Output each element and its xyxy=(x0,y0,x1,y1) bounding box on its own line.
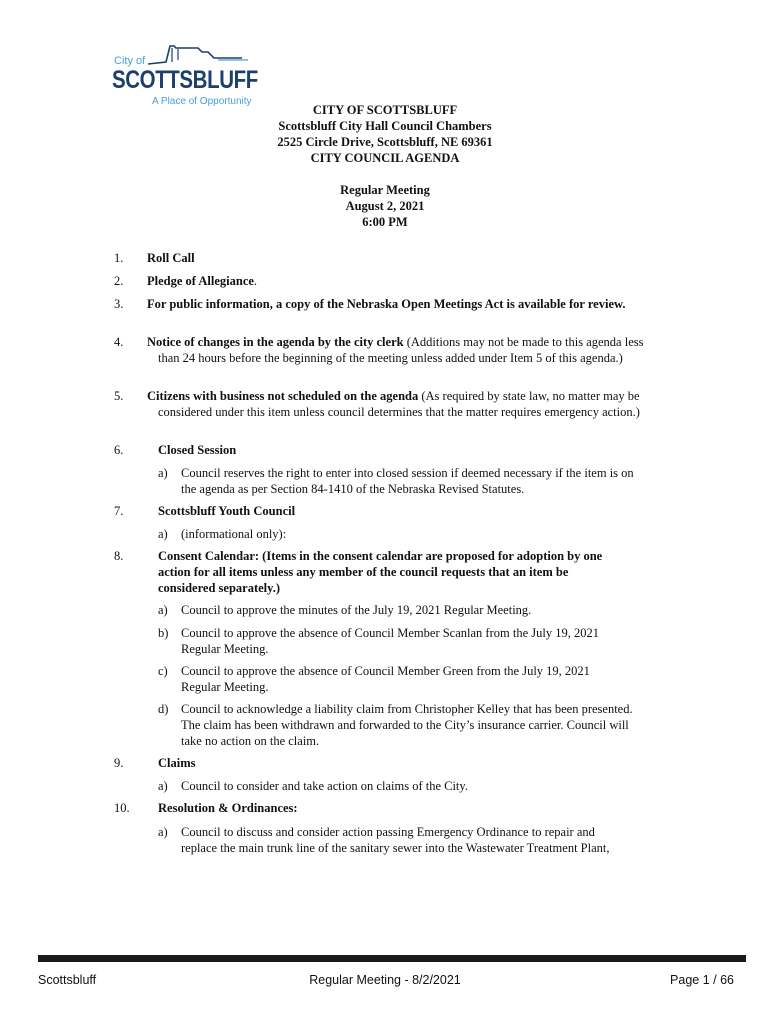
item-text: (As required by state law, no matter may be considered under this item unless council determines that the matter requires emergency action.) xyxy=(158,389,640,419)
sub-item-letter: a) xyxy=(158,466,168,480)
item-title: Resolution & Ordinances: xyxy=(158,801,298,815)
sub-item-letter: d) xyxy=(158,702,169,716)
sub-item-letter: a) xyxy=(158,527,168,541)
item-number: 2. xyxy=(114,274,124,288)
city-logo xyxy=(108,42,258,110)
sub-item-text: Council to discuss and consider action passing Emergency Ordinance to repair and replace the main trunk line of the sanitary sewer into the Wastewater Treatment Plant, xyxy=(181,825,610,855)
item-title: Roll Call xyxy=(147,251,195,265)
sub-item-text: (informational only): xyxy=(181,527,287,541)
item-title: Claims xyxy=(158,756,196,770)
item-number: 6. xyxy=(114,443,124,457)
sub-item-text: Council to approve the minutes of the July 19, 2021 Regular Meeting. xyxy=(181,603,532,617)
sub-item-text: Council to consider and take action on claims of the City. xyxy=(181,779,468,793)
sub-item-text: Council reserves the right to enter into closed session if deemed necessary if the item is on the agenda as per Section 84-1410 of the Nebraska Revised Statutes. xyxy=(181,466,634,496)
item-number: 5. xyxy=(114,389,124,403)
item-text: . xyxy=(253,274,258,288)
item-number: 7. xyxy=(114,504,124,518)
meeting-time: 6:00 PM xyxy=(362,215,408,229)
header-title: CITY COUNCIL AGENDA xyxy=(310,151,460,165)
meeting-type: Regular Meeting xyxy=(340,183,430,197)
agenda-header xyxy=(0,102,770,166)
footer-center: Regular Meeting - 8/2/2021 xyxy=(309,973,461,987)
footer-page-number: Page 1 / 66 xyxy=(670,973,734,987)
item-title: Scottsbluff Youth Council xyxy=(158,504,296,518)
item-number: 10. xyxy=(114,801,130,815)
sub-item-text: Council to acknowledge a liability claim from Christopher Kelley that has been presented. The claim has been withdrawn and forwarded to the City’s insurance carrier. Council will take no action on the claim. xyxy=(181,702,633,748)
sub-item-letter: c) xyxy=(158,664,168,678)
footer-left: Scottsbluff xyxy=(38,973,97,987)
header-city: CITY OF SCOTTSBLUFF xyxy=(312,103,458,117)
sub-item-text: Council to approve the absence of Council Member Green from the July 19, 2021 Regular Meeting. xyxy=(181,664,590,694)
item-title: Notice of changes in the agenda by the city clerk xyxy=(147,335,404,349)
item-title: Citizens with business not scheduled on the agenda xyxy=(147,389,419,403)
header-address: 2525 Circle Drive, Scottsbluff, NE 69361 xyxy=(277,135,493,149)
item-title: Pledge of Allegiance xyxy=(147,274,254,288)
meeting-date: August 2, 2021 xyxy=(345,199,425,213)
sub-item-text: Council to approve the absence of Council Member Scanlan from the July 19, 2021 Regular Meeting. xyxy=(181,626,599,656)
sub-item-letter: a) xyxy=(158,825,168,839)
item-number: 8. xyxy=(114,549,124,563)
item-title: Closed Session xyxy=(158,443,237,457)
item-number: 4. xyxy=(114,335,124,349)
logo-city-of: City of xyxy=(114,55,146,67)
item-number: 3. xyxy=(114,297,124,311)
header-chambers: Scottsbluff City Hall Council Chambers xyxy=(278,119,492,133)
item-title: For public information, a copy of the Nebraska Open Meetings Act is available for review. xyxy=(147,297,626,311)
item-number: 9. xyxy=(114,756,124,770)
item-number: 1. xyxy=(114,251,124,265)
sub-item-letter: b) xyxy=(158,626,169,640)
footer-divider xyxy=(38,955,746,962)
sub-item-letter: a) xyxy=(158,603,168,617)
item-text: (Additions may not be made to this agenda less than 24 hours before the beginning of the meeting unless added under Item 5 of this agenda.) xyxy=(158,335,644,365)
logo-tagline: A Place of Opportunity xyxy=(152,96,252,107)
logo-name: SCOTTSBLUFF xyxy=(112,66,258,94)
item-title: Consent Calendar: (Items in the consent calendar are proposed for adoption by one action for all items unless any member of the council requests that an item be considered separately.) xyxy=(158,549,603,595)
meeting-info xyxy=(0,182,770,230)
sub-item-letter: a) xyxy=(158,779,168,793)
